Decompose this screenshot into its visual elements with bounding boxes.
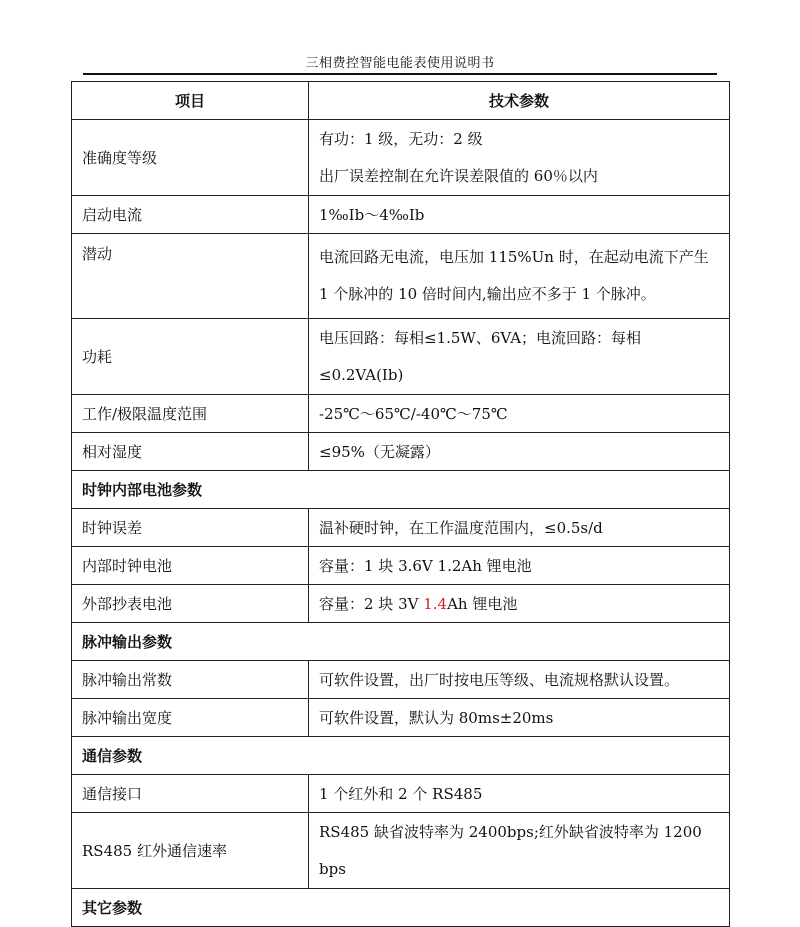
row-value: -25℃～65℃/-40℃～75℃ (309, 395, 730, 433)
table-row-accuracy (72, 120, 730, 196)
section-row-other (72, 889, 730, 927)
table-row-start-current (72, 196, 730, 234)
row-label: 准确度等级 (72, 120, 309, 196)
header-rule (83, 73, 717, 75)
row-label: 内部时钟电池 (72, 547, 309, 585)
table-row-comm-port (72, 775, 730, 813)
table-row-humidity (72, 433, 730, 471)
table-row-pulse-width (72, 699, 730, 737)
row-value: 1 个红外和 2 个 RS485 (309, 775, 730, 813)
row-value: 1‰Ib～4‰Ib (309, 196, 730, 234)
value-text: 容量：2 块 3V (319, 595, 424, 613)
column-header-item: 项目 (72, 82, 309, 120)
table-row-clock-error (72, 509, 730, 547)
row-value: 可软件设置，默认为 80ms±20ms (309, 699, 730, 737)
table-row-internal-battery (72, 547, 730, 585)
section-row-clock (72, 471, 730, 509)
row-label: 相对湿度 (72, 433, 309, 471)
row-label: 脉冲输出宽度 (72, 699, 309, 737)
row-value: 容量：1 块 3.6V 1.2Ah 锂电池 (309, 547, 730, 585)
row-value (309, 120, 730, 196)
row-value: 电流回路无电流，电压加 115%Un 时，在起动电流下产生 1 个脉冲的 10 倍时间内,输出应不多于 1 个脉冲。 (309, 234, 730, 319)
row-value: ≤95%（无凝露） (309, 433, 730, 471)
row-value: 可软件设置，出厂时按电压等级、电流规格默认设置。 (309, 661, 730, 699)
section-row-pulse (72, 623, 730, 661)
table-row-external-battery (72, 585, 730, 623)
row-label: 潜动 (72, 234, 309, 319)
table-row-creep (72, 234, 730, 319)
row-value-line: 出厂误差控制在允许误差限值的 60％以内 (319, 166, 598, 185)
value-text: Ah 锂电池 (447, 595, 518, 613)
row-label: 功耗 (72, 319, 309, 395)
row-label: 启动电流 (72, 196, 309, 234)
spec-table (71, 81, 730, 927)
row-value: RS485 缺省波特率为 2400bps;红外缺省波特率为 1200 bps (309, 813, 730, 889)
row-value: 电压回路：每相≤1.5W、6VA；电流回路：每相≤0.2VA(Ib) (309, 319, 730, 395)
row-label: 时钟误差 (72, 509, 309, 547)
row-value-line: 有功：1 级，无功：2 级 (319, 129, 483, 148)
section-heading: 通信参数 (72, 737, 730, 775)
row-label: RS485 红外通信速率 (72, 813, 309, 889)
page-header-title: 三相费控智能电能表使用说明书 (305, 56, 495, 71)
table-header-row (72, 82, 730, 120)
table-row-pulse-const (72, 661, 730, 699)
row-value (309, 585, 730, 623)
table-row-temp (72, 395, 730, 433)
section-row-comm (72, 737, 730, 775)
row-label: 外部抄表电池 (72, 585, 309, 623)
row-label: 工作/极限温度范围 (72, 395, 309, 433)
section-heading: 脉冲输出参数 (72, 623, 730, 661)
highlighted-value: 1.4 (423, 595, 448, 613)
row-value: 温补硬时钟，在工作温度范围内，≤0.5s/d (309, 509, 730, 547)
row-label: 通信接口 (72, 775, 309, 813)
column-header-param: 技术参数 (309, 82, 730, 120)
table-row-power (72, 319, 730, 395)
section-heading: 其它参数 (72, 889, 730, 927)
table-row-comm-rate (72, 813, 730, 889)
section-heading: 时钟内部电池参数 (72, 471, 730, 509)
row-label: 脉冲输出常数 (72, 661, 309, 699)
